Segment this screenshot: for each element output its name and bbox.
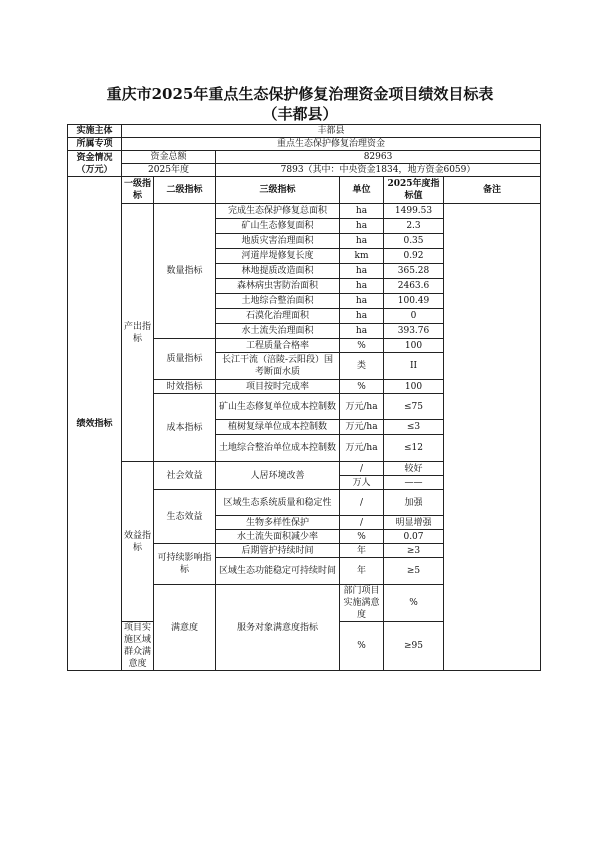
- project-row: [68, 138, 541, 151]
- metric-name: 土地综合整治面积: [216, 294, 340, 309]
- metric-value: 2.3: [384, 219, 444, 234]
- group-eco: 生态效益: [154, 490, 216, 544]
- group-cost: 成本指标: [154, 394, 216, 462]
- metric-name: 石漠化治理面积: [216, 309, 340, 324]
- metric-unit: /: [340, 462, 384, 476]
- metric-unit: ha: [340, 264, 384, 279]
- metric-name: 水土流失面积减少率: [216, 530, 340, 544]
- metric-name: 项目按时完成率: [216, 380, 340, 394]
- metric-unit: ha: [340, 204, 384, 219]
- metric-value: 100: [384, 380, 444, 394]
- metric-unit: 万元/ha: [340, 435, 384, 462]
- metric-name: 人居环境改善: [216, 462, 340, 490]
- group-output: 产出指标: [122, 204, 154, 462]
- metric-value: 100.49: [384, 294, 444, 309]
- metric-name: 项目实施区域群众满意度: [122, 622, 154, 671]
- metric-unit: 万元/ha: [340, 420, 384, 435]
- metric-value: 较好: [384, 462, 444, 476]
- metric-name: 植树复绿单位成本控制数: [216, 420, 340, 435]
- metric-name: 水土流失治理面积: [216, 324, 340, 339]
- metric-value: 明显增强: [384, 516, 444, 530]
- metric-name: 矿山生态修复面积: [216, 219, 340, 234]
- impl-row: [68, 125, 541, 138]
- header-l1: 一级指标: [122, 177, 154, 204]
- group-time: 时效指标: [154, 380, 216, 394]
- metric-name: 河道岸堤修复长度: [216, 249, 340, 264]
- group-satisfaction: 满意度: [154, 585, 216, 671]
- metric-unit: ha: [340, 309, 384, 324]
- fund-label: 资金情况（万元）: [68, 151, 122, 177]
- metric-name: 完成生态保护修复总面积: [216, 204, 340, 219]
- header-l3: 三级指标: [216, 177, 340, 204]
- group-social: 社会效益: [154, 462, 216, 490]
- impl-value: 丰都县: [122, 125, 541, 138]
- project-value: 重点生态保护修复治理资金: [122, 138, 541, 151]
- perf-label: 绩效指标: [68, 177, 122, 671]
- metric-name: 森林病虫害防治面积: [216, 279, 340, 294]
- metric-value: 0.35: [384, 234, 444, 249]
- header-value: 2025年度指标值: [384, 177, 444, 204]
- metric-value: 365.28: [384, 264, 444, 279]
- metric-name: 土地综合整治单位成本控制数: [216, 435, 340, 462]
- metric-value: 0.07: [384, 530, 444, 544]
- metric-unit: 年: [340, 558, 384, 585]
- total-value: 82963: [216, 151, 541, 164]
- table-row: [68, 204, 541, 219]
- metric-value: 0: [384, 309, 444, 324]
- metric-value: 1499.53: [384, 204, 444, 219]
- metric-value: 2463.6: [384, 279, 444, 294]
- metric-unit: km: [340, 249, 384, 264]
- performance-table: [67, 124, 541, 671]
- page-title: 重庆市2025年重点生态保护修复治理资金项目绩效目标表: [106, 85, 494, 103]
- metric-unit: /: [340, 516, 384, 530]
- metric-unit: ha: [340, 234, 384, 249]
- fund-year-row: [68, 164, 541, 177]
- metric-name: 后期管护持续时间: [216, 544, 340, 558]
- metric-unit: 类: [340, 353, 384, 380]
- total-label: 资金总额: [122, 151, 216, 164]
- metric-value: 加强: [384, 490, 444, 516]
- metric-name: 长江干流（涪陵-云阳段）国考断面水质: [216, 353, 340, 380]
- metric-unit: ha: [340, 294, 384, 309]
- metric-value: ≥3: [384, 544, 444, 558]
- header-l2: 二级指标: [154, 177, 216, 204]
- year-label: 2025年度: [122, 164, 216, 177]
- metric-name: 林地提质改造面积: [216, 264, 340, 279]
- page-subtitle: （丰都县）: [262, 105, 338, 123]
- metric-value: II: [384, 353, 444, 380]
- fund-total-row: [68, 151, 541, 164]
- metric-unit: ha: [340, 279, 384, 294]
- group-benefit: 效益指标: [122, 462, 154, 622]
- metric-unit: ha: [340, 219, 384, 234]
- metric-value: ——: [384, 476, 444, 490]
- metric-unit: ha: [340, 324, 384, 339]
- metric-value: ≥95: [384, 622, 444, 671]
- metric-name: 部门项目实施满意度: [340, 585, 384, 622]
- metric-name: 工程质量合格率: [216, 339, 340, 353]
- metric-unit: %: [340, 380, 384, 394]
- metric-value: 100: [384, 339, 444, 353]
- metric-value: ≤12: [384, 435, 444, 462]
- metric-unit: 年: [340, 544, 384, 558]
- metric-value: 0.92: [384, 249, 444, 264]
- metric-value: 393.76: [384, 324, 444, 339]
- metric-unit: /: [340, 490, 384, 516]
- group-service: 服务对象满意度指标: [216, 585, 340, 671]
- header-row: [68, 177, 541, 204]
- metric-unit: %: [340, 622, 384, 671]
- metric-name: 地质灾害治理面积: [216, 234, 340, 249]
- group-sustain: 可持续影响指标: [154, 544, 216, 585]
- metric-value: ≤75: [384, 394, 444, 420]
- metric-value: ≤3: [384, 420, 444, 435]
- metric-name: 区域生态系统质量和稳定性: [216, 490, 340, 516]
- metric-unit: 万人: [340, 476, 384, 490]
- group-quantity: 数量指标: [154, 204, 216, 339]
- metric-value: ≥5: [384, 558, 444, 585]
- project-label: 所属专项: [68, 138, 122, 151]
- metric-unit: %: [340, 530, 384, 544]
- year-value: 7893（其中：中央资金1834，地方资金6059）: [216, 164, 541, 177]
- metric-name: 矿山生态修复单位成本控制数: [216, 394, 340, 420]
- note-cell: [444, 204, 541, 671]
- header-note: 备注: [444, 177, 541, 204]
- header-unit: 单位: [340, 177, 384, 204]
- metric-name: 生物多样性保护: [216, 516, 340, 530]
- impl-label: 实施主体: [68, 125, 122, 138]
- metric-name: 区域生态功能稳定可持续时间: [216, 558, 340, 585]
- metric-unit: %: [384, 585, 444, 622]
- metric-unit: 万元/ha: [340, 394, 384, 420]
- metric-unit: %: [340, 339, 384, 353]
- group-quality: 质量指标: [154, 339, 216, 380]
